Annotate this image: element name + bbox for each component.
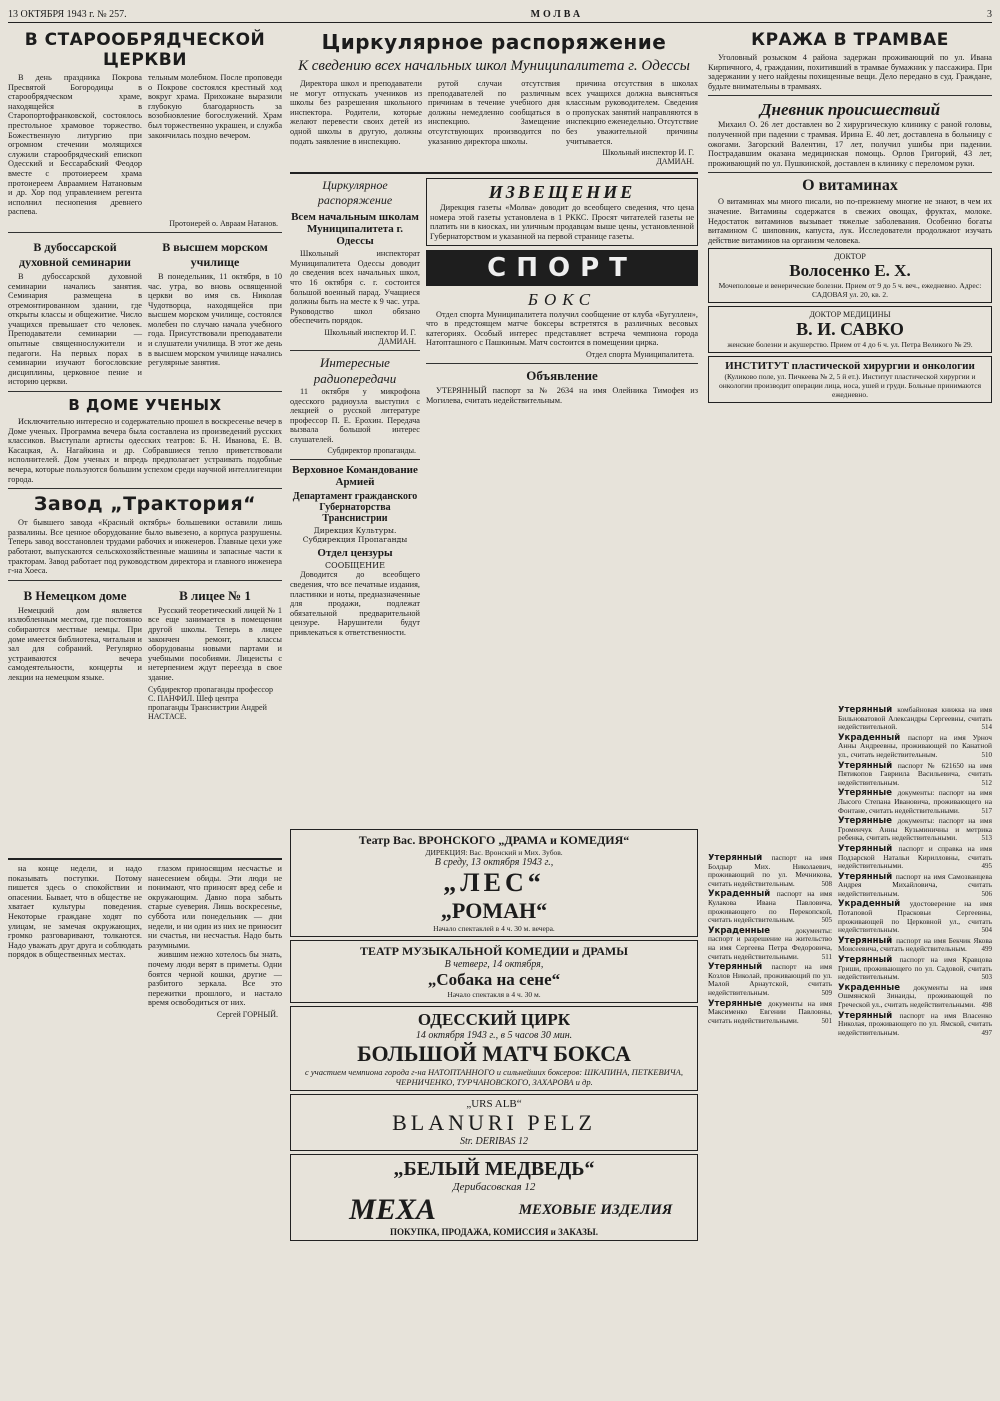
radio-signature: Субдиректор пропаганды. xyxy=(327,446,416,456)
issue-date: 13 ОКТЯБРЯ 1943 г. № 257. xyxy=(8,8,127,20)
vitamins-article: О витаминах мы много писали, но по-прежнему многие не знают, в чем их значение. Витамины содержатся в свежих овощах, фруктах, молоке. Недостаток витаминов вызывает тяжелые заболевания. Особенно богаты витамином С шиповник, капуста, лук. Исследователи продолжают изучать действие витаминов на организм человека. xyxy=(708,197,992,245)
notice-number: 498 xyxy=(981,1001,992,1009)
bottom-left-article xyxy=(8,854,282,1384)
announcement-text: УТЕРЯННЫЙ паспорт за № 2634 на имя Олейника Тимофея из Могилева, считать недействительным. xyxy=(426,385,698,405)
notice-article: Дирекция газеты «Молва» доводит до всеобщего сведения, что цена номера этой газеты установлена в 1 РККС. Просят читателей газеты не платить ни в киосках, ни уличным продавцам выше цены, установленной Губернаторством и указанной на первой странице газеты. xyxy=(430,203,694,241)
circus-title: ОДЕССКИЙ ЦИРК xyxy=(417,1010,571,1029)
notice-number: 497 xyxy=(981,1028,992,1037)
pelz-title: BLANURI PELZ xyxy=(392,1110,596,1135)
circular-text-a: Директора школ и преподаватели не могут отпускать учеников из школы без разрешения школьного инспектора. Родители, которые желают перевести своих детей из одной школы в другую, должны подать заявление в инспекцию. xyxy=(290,79,422,146)
lyceum-signature: Субдиректор пропаганды профессор С. ПАНФИЛ. Шеф центра пропаганды Транснистрии Андрей НАСТАСЕ. xyxy=(148,684,273,721)
sport-banner: СПОРТ xyxy=(426,250,698,286)
notice-text: комбайновая книжка на имя Бильноватовой Александры Сергеевны, считать недействительной. xyxy=(838,706,992,732)
plant-article: От бывшего завода «Красный октябрь» большевики оставили лишь развалины. Все ценное оборудование было вывезено, а корпуса разрушены. Теперь завод восстановлен трудами рабочих и инженеров. Главные цехи уже работают, выпускаются сельскохозяйственные машины и запасные части к тракторам. Завод работает под руководством директора и главного инженера г-на Хоеса. xyxy=(8,518,282,576)
bottom-mid-text: глазом приносящим несчастье и нанесением обиды. Эти люди не понимают, что приносят вред себе и окружающим. Давно пора забыть старые суеверия. Лишь воскресенье, суббота или понедельник — дни недели, и ни один из них не приносит ни счастья, ни несчастья. Надо быть разумными. xyxy=(148,864,282,950)
lost-document-notice xyxy=(838,762,992,788)
white-bear-ad xyxy=(290,1154,698,1241)
boxing-signature: Отдел спорта Муниципалитета. xyxy=(585,349,694,359)
notice-number: 506 xyxy=(981,889,992,898)
bottom-left-text: на конце недели, и надо показывать поступки. Потому пишется здесь о спокойствии и опасении. Бывает, что в обществе не хватает культуры поведения. Некоторые граждане ходят по улицам, не замечая окружающих, громко разговаривают, толкаются. Надо уважать друг друга и соблюдать порядок в общественных местах. xyxy=(8,864,142,960)
doctor-label: ДОКТОР xyxy=(834,252,866,262)
pelz-brand: „URS ALB“ xyxy=(466,1098,522,1110)
scholars-headline: В ДОМЕ УЧЕНЫХ xyxy=(68,396,222,415)
vitamins-headline: О витаминах xyxy=(802,177,898,195)
notice-lead: Утерянные xyxy=(708,998,769,1009)
notice-text: документы на имя Ошмянской Зинаиды, проживающей по Греческой ул., считать недействительными. xyxy=(838,982,992,1009)
theatre-date: В четверг, 14 октября, xyxy=(444,959,544,970)
lost-document-notice xyxy=(838,706,992,732)
lost-document-notice xyxy=(838,937,992,954)
left-column xyxy=(8,28,282,848)
notice-text: паспорт на имя Кулакова Ивана Павловича, проживающего по Перекопской, считать недействительным. xyxy=(708,889,832,925)
lost-document-notice xyxy=(838,789,992,815)
notice-text: документы: паспорт и разрешение на жительство на имя Сергеева Петра Федоровича, считать недействительными. xyxy=(708,925,832,961)
bear-title: „БЕЛЫЙ МЕДВЕДЬ“ xyxy=(393,1158,595,1180)
newspaper-page xyxy=(8,6,992,1389)
notice-number: 514 xyxy=(981,723,992,732)
institute-ad xyxy=(708,356,992,403)
paper-title: МОЛВА xyxy=(530,8,584,20)
notice-headline: ИЗВЕЩЕНИЕ xyxy=(488,182,636,203)
circular-subheadline: К сведению всех начальных школ Муниципалитета г. Одессы xyxy=(298,58,690,74)
notice-lead: Утерянный xyxy=(838,935,897,946)
lost-document-notice xyxy=(838,1012,992,1038)
boxing-headline: БОКС xyxy=(527,289,597,309)
theatre-musical-ad xyxy=(290,940,698,1003)
institute-details: (Куликово поле, ул. Пичкеева № 2, 5 й ет.). Институт пластической хирургии и онкологии производит операции лица, носа, ушей и груди. Больные принимаются ежедневно. xyxy=(718,372,982,400)
scholars-article: Исключительно интересно и содержательно прошел в воскресенье вечер в Доме ученых. Программа вечера была составлена из произведений русских классиков. Выступали артисты одесских театров: Б. Н. Иванова, Е. В. Касацкая, А. Нагайкина и др. Собравшиеся тепло приветствовали исполнителей. Дом ученых и впредь предполагает устраивать подобные вечера, которые пользуются большим успехом среди научной интеллигенции города. xyxy=(8,417,282,484)
notice-lead: Утерянный xyxy=(838,760,898,771)
tram-theft-article: Уголовный розыском 4 района задержан проживающий по ул. Ивана Кирпичного, 4, гражданин, похитивший в трамвае бумажник у пассажира. При задержании у него найдены похищенные вещи. Дело передано в суд. Граждане, будьте внимательны в трамваях. xyxy=(708,53,992,91)
doctor-savko-ad xyxy=(708,306,992,353)
circular2-headline: Циркулярное распоряжение xyxy=(317,178,393,208)
doctor-volosenko-ad xyxy=(708,248,992,303)
notice-text: удостоверение на имя Потаповой Прасковьи Сергеевны, проживающей по Церковной ул., считать недействительным. xyxy=(838,899,992,935)
notice-lead: Утерянные xyxy=(838,816,898,827)
notice-text: паспорт на имя Кравцова Гриши, проживающего по ул. Садовой, считать недействительным. xyxy=(838,955,992,982)
notice-lead: Утерянный xyxy=(838,843,899,854)
bear-address: Дерибасовская 12 xyxy=(452,1181,536,1193)
army-headline: Верховное Командование Армией xyxy=(292,464,418,489)
theatre-note: Начало спектакля в 4 ч. 30 м. xyxy=(447,990,541,999)
lost-document-notice xyxy=(708,890,832,924)
church-article-b: тельным молебном. После проповеди о Покрове состоялся крестный ход вокруг храма. Прихожане выразили глубокую благодарность за возобновление богослужений. Храм был торжественно украшен, и служба закончилась поздно вечером. xyxy=(148,73,282,140)
notice-lead: Утерянный xyxy=(708,854,772,863)
notice-text: паспорт № 621650 на имя Пятикопов Гавриила Васильевича, считать недействительным. xyxy=(838,760,992,787)
notice-number: 510 xyxy=(981,750,992,759)
church-article-a: В день праздника Покрова Пресвятой Богородицы в старообрядческом храме, находящейся в Старопортофранковской, состоялось престольное храмовое торжество. Божественную литургию при огромном стечении молящихся служили старообрядческий епископ Одесский и Бессарабский Феодор вместе с протоиереем храма протоиереем Авраамием Натановым и др. Хор под управлением регента исполнил песнопения древнего распева. xyxy=(8,73,142,217)
theatre-vronsky-ad xyxy=(290,829,698,937)
boxing-article: Отдел спорта Муниципалитета получил сообщение от клуба «Бугуллен», что в предстоящем матче боксеры встретятся в различных весовых категориях. Особый интерес представляет встреча чемпиона города Натопташного с Пашкиным. Матч состоится в помещении цирка. xyxy=(426,309,698,348)
notice-text: паспорт на имя Урноч Анны Андреевны, проживающей по Канатной ул., считать недействительным. xyxy=(838,732,992,759)
institute-title: ИНСТИТУТ пластической хирургии и онкологии xyxy=(725,360,975,373)
censor-sub: СООБЩЕНИЕ xyxy=(325,561,385,571)
notice-text: паспорт на имя Болдыр Мих. Николаевич, проживающий по ул. Мечникова, считать недействительным. xyxy=(708,854,832,888)
theatre-title: ТЕАТР МУЗЫКАЛЬНОЙ КОМЕДИИ и ДРАМЫ xyxy=(359,944,629,958)
german-house-headline: В Немецком доме xyxy=(23,587,127,603)
lost-document-notice xyxy=(708,927,832,961)
lost-document-notice xyxy=(838,873,992,899)
circular2-signature: Школьный инспектор И. Г. ДАМИАН. xyxy=(324,327,416,346)
notice-number: 501 xyxy=(821,1016,832,1025)
lost-docs-left xyxy=(708,854,832,1384)
church-headline: В СТАРООБРЯДЧЕСКОЙ ЦЕРКВИ xyxy=(24,30,266,70)
bear-fur-products: МЕХОВЫЕ ИЗДЕЛИЯ xyxy=(518,1201,673,1218)
theatre-date: В среду, 13 октября 1943 г., xyxy=(434,857,554,868)
theatre-play: „Собака на сене“ xyxy=(427,970,561,989)
notice-number: 512 xyxy=(981,778,992,787)
lost-document-notice xyxy=(838,956,992,982)
notice-lead: Украденный xyxy=(708,889,777,900)
lyceum-headline: В лицее № 1 xyxy=(179,587,251,603)
pelz-address: Str. DERIBAS 12 xyxy=(459,1136,529,1147)
theatre-note: Начало спектаклей в 4 ч. 30 м. вечера. xyxy=(433,924,555,933)
circular2-article: Школьный инспекторат Муниципалитета Одессы доводит до сведения всех начальных школ, что 16 октября с. г. состоится большой военный парад. Учащиеся должны быть на месте к 9 час. утра. Руководство школ обязано обеспечить порядок. xyxy=(290,249,420,326)
notice-text: паспорт на имя Бекчик Якова Моисеевича, считать недействительным. xyxy=(838,935,992,954)
notice-lead: Утерянный xyxy=(708,962,772,973)
notice-lead: Украденные xyxy=(838,982,914,993)
notice-number: 495 xyxy=(981,862,992,871)
lost-document-notice xyxy=(838,984,992,1010)
censor-article: Доводится до всеобщего сведения, что все печатные издания, пластинки и ноты, предназначенные для продажи, подлежат обязательной предварительной цензуре. Нарушители будут привлекаться к ответственности. xyxy=(290,570,420,638)
bottom-mid-text2: жившим нежно хотелось бы знать, почему люди верят в приметы. Одни боятся черной кошки, другие — разбитого зеркала. Все это пережитки прошлого, и настало время освободиться от них. xyxy=(148,950,282,1008)
radio-article: 11 октября у микрофона одесского радиоузла выступил с лекцией о русской литературе профессор П. Е. Ерохин. Передача вызвала большой интерес слушателей. xyxy=(290,386,420,444)
ads-column xyxy=(290,826,698,1386)
notice-text: паспорт и справка на имя Подзарской Натальи Кирилловны, считать недействительными. xyxy=(838,843,992,871)
pelz-ad xyxy=(290,1094,698,1151)
circus-participants: с участием чемпиона города г-на НАТОПТАННОГО и сильнейших боксеров: ШКАПИНА, ПЕТКЕВИЧА, ЧЕРНИЧЕНКО, ТУРЧАНОВСКОГО, ЗАХАРОВА и др. xyxy=(305,1067,683,1087)
seminary-headline: В дубоссарской духовной семинарии xyxy=(19,239,131,269)
notice-text: документы: паспорт на имя Громенчук Анны Кузьминичны и метрика ребенка, считать недействительными. xyxy=(838,816,992,843)
diary-article: Михаил О. 26 лет доставлен во 2 хирургическую клинику с раной головы, полученной при падении с трамвая. Ирина Е. 40 лет, доставлена в больницу с ожогами. Загорский Валентин, 17 лет, получил ушибы при падении. Пострадавшим оказана медицинская помощь. Орлов Григорий, 43 лет, проживающий по ул. Пушкинской, доставлен в клинику с переломом руки. xyxy=(708,120,992,168)
notice-number: 509 xyxy=(821,988,832,997)
theatre-play-2: „РОМАН“ xyxy=(440,898,548,923)
notice-lead: Утерянный xyxy=(838,955,900,966)
notice-lead: Украденные xyxy=(708,925,796,936)
department-sub: Дирекция Культуры. Субдирекция Пропаганды xyxy=(302,526,408,545)
notice-text: документы: паспорт на имя Лысого Степана Ивановича, проживающего на Фонтане, считать недействительными. xyxy=(838,788,992,815)
naval-headline: В высшем морском училище xyxy=(162,239,268,269)
notice-number: 511 xyxy=(821,952,832,961)
radio-headline: Интересные радиопередачи xyxy=(313,354,397,386)
bottom-signature: Сергей ГОРНЫЙ. xyxy=(216,1009,278,1019)
notice-number: 504 xyxy=(981,926,992,935)
doctor-label: ДОКТОР МЕДИЦИНЫ xyxy=(809,310,891,320)
notice-number: 508 xyxy=(821,879,832,888)
circus-event: БОЛЬШОЙ МАТЧ БОКСА xyxy=(357,1041,631,1066)
circus-ad xyxy=(290,1006,698,1091)
lost-document-notice xyxy=(708,1000,832,1026)
department-headline: Департамент гражданского Губернаторства Транснистрии xyxy=(292,491,418,525)
notice-text: паспорт на имя Козлов Николай, проживающий по ул. Малой Арнаутской, считать недействительным. xyxy=(708,962,832,997)
naval-article: В понедельник, 11 октября, в 10 час. утра, во вновь освященной церкви во имя св. Николая Чудотворца, находящейся при высшем морском училище, состоялся молебен по случаю начала учебного года. Присутствовали преподаватели и слушатели училища. В этот же день в высшем морском училище начались регулярные занятия. xyxy=(148,271,282,368)
theatre-title: Театр Вас. ВРОНСКОГО „ДРАМА и КОМЕДИЯ“ xyxy=(358,833,630,847)
notice-number: 505 xyxy=(821,916,832,925)
diary-headline: Дневник происшествий xyxy=(759,100,941,120)
tram-theft-headline: КРАЖА В ТРАМВАЕ xyxy=(751,30,949,50)
circular-signature: Школьный инспектор И. Г. ДАМИАН. xyxy=(602,148,694,167)
notice-number: 503 xyxy=(981,973,992,982)
notice-text: документы на имя Максименко Евгении Павловны, считать недействительными. xyxy=(708,998,832,1025)
theatre-direction: ДИРЕКЦИЯ: Вас. Вронский и Мих. Зубов. xyxy=(425,848,563,857)
doctor-name: В. И. САВКО xyxy=(796,319,904,340)
doctor-details: женские болезни и акушерство. Прием от 4 до 6 ч. ул. Петра Великого № 29. xyxy=(727,340,973,350)
page-number: 3 xyxy=(987,8,992,20)
announcement-headline: Объявление xyxy=(526,367,598,383)
lost-document-notice xyxy=(838,734,992,760)
notice-lead: Украденный xyxy=(838,732,909,743)
lost-document-notice xyxy=(838,817,992,843)
bear-services: ПОКУПКА, ПРОДАЖА, КОМИССИЯ и ЗАКАЗЫ. xyxy=(390,1227,598,1237)
notice-lead: Утерянный xyxy=(838,706,898,715)
german-house-article: Немецкий дом является излюбленным местом, где постоянно собираются местные немцы. При доме имеется библиотека, читальня и зал для собраний. Регулярно устраиваются вечера самодеятельности, концерты и лекции на немецком языке. xyxy=(8,605,142,682)
lost-document-notice xyxy=(838,845,992,871)
bear-fur: МЕХА xyxy=(349,1193,436,1226)
notice-text: паспорт на имя Самозванцева Андрея Михайловича, считать недействительным. xyxy=(838,871,992,898)
lost-document-notice xyxy=(708,963,832,997)
center-column xyxy=(290,28,698,828)
lost-document-notice xyxy=(708,854,832,888)
church-signature: Протоиерей о. Авраам Натанов. xyxy=(169,218,278,228)
theatre-play: „ЛЕС“ xyxy=(443,868,545,897)
circular-text-b: рутой случаи отсутствия преподавателей по различным причинам в течение учебного дня должны немедленно сообщаться в инспекцию. Замещение отсутствующих производится по указанию директора школы. xyxy=(428,79,560,146)
seminary-article: В дубоссарской духовной семинарии начались занятия. Семинария размещена в отремонтированном здании, где открыты классы и общежитие. Число учащихся превышает сто человек. Преподаватели семинарии — опытные священнослужители и педагоги. На первых порах в семинарии изучают богословские дисциплины, церковное пение и историю церкви. xyxy=(8,271,142,387)
notice-number: 517 xyxy=(981,806,992,815)
circular2-subheadline: Всем начальным школам Муниципалитета г. Одессы xyxy=(291,211,419,248)
circular-text-c: причина отсутствия в школах всех учащихся должна выясняться классным руководителем. Сведения о пропусках занятий направляются в инспекцию еженедельно. Отсутствие без уважительной причины учитывается. xyxy=(566,79,698,146)
doctor-name: Волосенко Е. Х. xyxy=(789,261,911,281)
notice-lead: Утерянные xyxy=(838,788,898,799)
notice-number: 513 xyxy=(981,834,992,843)
notice-lead: Утерянный xyxy=(838,871,896,882)
notice-text: паспорт на имя Власенко Николая, проживающего по ул. Ямской, считать недействительным. xyxy=(838,1010,992,1037)
doctor-details: Мочеполовые и венерические болезни. Прием от 9 до 5 ч. веч., ежедневно. Адрес: САДОВАЯ ул. 20, кв. 2. xyxy=(718,281,982,300)
notice-lead: Украденный xyxy=(838,899,910,910)
circular-headline: Циркулярное распоряжение xyxy=(321,30,667,54)
lost-document-notice xyxy=(838,900,992,934)
masthead xyxy=(8,6,992,23)
circus-date: 14 октября 1943 г., в 5 часов 30 мин. xyxy=(415,1030,573,1041)
notice-number: 499 xyxy=(981,945,992,954)
notice-lead: Утерянный xyxy=(838,1010,900,1021)
lyceum-article: Русский теоретический лицей № 1 все еще занимается в помещении другой школы. Теперь в лицее закончен ремонт, классы оборудованы новыми партами и учебными пособиями. Лицеисты с нетерпением ждут переезда в свое здание. xyxy=(148,605,282,682)
plant-headline: Завод „Трактория“ xyxy=(33,493,257,516)
censor-headline: Отдел цензуры xyxy=(317,547,393,560)
lost-docs-right xyxy=(838,706,992,1386)
